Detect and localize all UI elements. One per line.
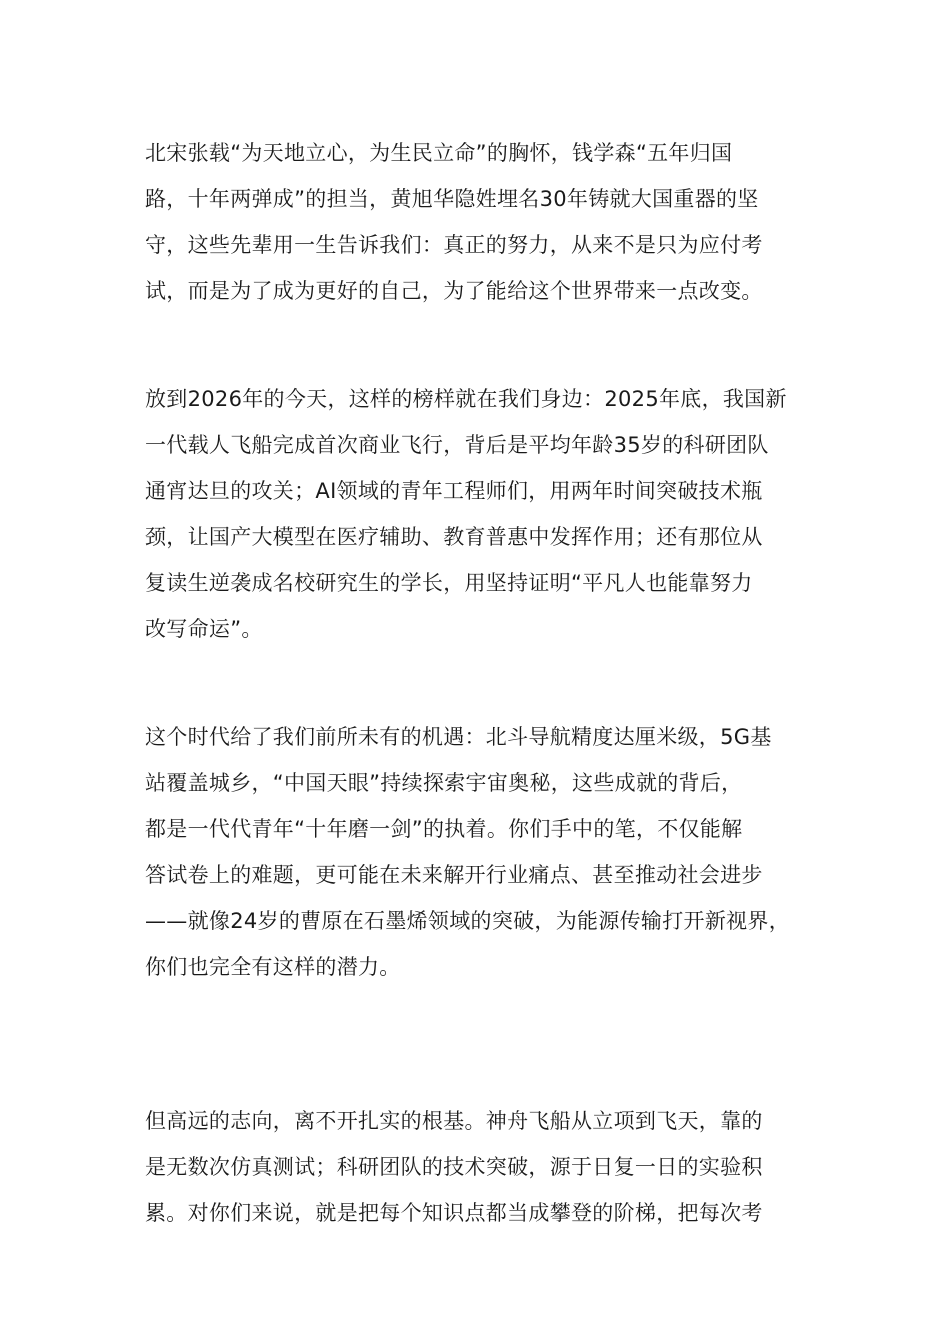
text-line: 累。对你们来说，就是把每个知识点都当成攀登的阶梯，把每次考 (145, 1201, 763, 1225)
text-line: 复读生逆袭成名校研究生的学长，用坚持证明“平凡人也能靠努力 (145, 571, 753, 595)
paragraph-2 (145, 376, 825, 652)
text-line: 这个时代给了我们前所未有的机遇：北斗导航精度达厘米级，5G基 (145, 725, 772, 749)
text-line: 你们也完全有这样的潜力。 (145, 955, 401, 979)
paragraph-3 (145, 714, 825, 990)
text-line: 改写命运”。 (145, 617, 263, 641)
text-line: 路，十年两弹成”的担当，黄旭华隐姓埋名30年铸就大国重器的坚 (145, 187, 759, 211)
text-line: 站覆盖城乡，“中国天眼”持续探索宇宙奥秘，这些成就的背后， (145, 771, 743, 795)
text-line: 是无数次仿真测试；科研团队的技术突破，源于日复一日的实验积 (145, 1155, 763, 1179)
text-line: ——就像24岁的曹原在石墨烯领域的突破，为能源传输打开新视界， (145, 909, 791, 933)
text-line: 放到2026年的今天，这样的榜样就在我们身边：2025年底，我国新 (145, 387, 787, 411)
text-line: 答试卷上的难题，更可能在未来解开行业痛点、甚至推动社会进步 (145, 863, 763, 887)
paragraph-4 (145, 1098, 825, 1236)
text-line: 守，这些先辈用一生告诉我们：真正的努力，从来不是只为应付考 (145, 233, 763, 257)
text-line: 都是一代代青年“十年磨一剑”的执着。你们手中的笔，不仅能解 (145, 817, 743, 841)
text-line: 颈，让国产大模型在医疗辅助、教育普惠中发挥作用；还有那位从 (145, 525, 763, 549)
text-line: 试，而是为了成为更好的自己，为了能给这个世界带来一点改变。 (145, 279, 763, 303)
text-line: 但高远的志向，离不开扎实的根基。神舟飞船从立项到飞天，靠的 (145, 1109, 763, 1133)
text-line: 通宵达旦的攻关；AI领域的青年工程师们，用两年时间突破技术瓶 (145, 479, 763, 503)
text-line: 北宋张载“为天地立心，为生民立命”的胸怀，钱学森“五年归国 (145, 141, 733, 165)
paragraph-1 (145, 130, 825, 314)
text-line: 一代载人飞船完成首次商业飞行，背后是平均年龄35岁的科研团队 (145, 433, 769, 457)
